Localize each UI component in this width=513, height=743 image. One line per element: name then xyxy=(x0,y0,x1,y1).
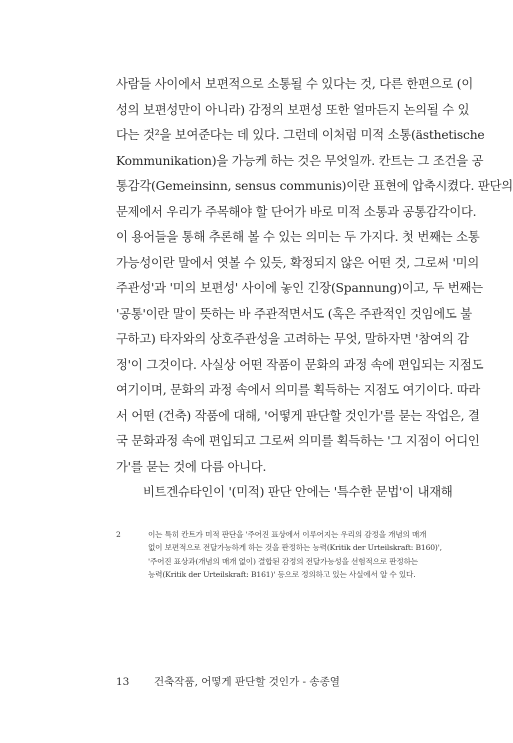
footnote-line: 없이 보편적으로 전달가능하게 하는 것을 판정하는 능력(Kritik der Urteilskraft: B160)', xyxy=(148,543,442,553)
page-number: 13 xyxy=(116,676,130,688)
running-title: 건축작품, 어떻게 판단할 것인가 - 송종열 xyxy=(154,676,340,688)
body-line: 여기이며, 문화의 과정 속에서 의미를 획득하는 지점도 여기이다. 따라 xyxy=(116,383,481,397)
body-line: '공통'이란 말이 뜻하는 바 주관적면서도 (혹은 주관적인 것임에도 불 xyxy=(116,306,472,321)
body-line: 성의 보편성만이 아니라) 감정의 보편성 또한 얼마든지 논의될 수 있 xyxy=(116,102,470,117)
body-line: 주관성'과 '미의 보편성' 사이에 놓인 긴장(Spannung)이고, 두 번째는 xyxy=(116,281,483,295)
body-line: 이 용어들을 통해 추론해 볼 수 있는 의미는 두 가지다. 첫 번째는 소통 xyxy=(116,230,480,244)
footnote-line: 이는 특히 칸트가 미적 판단을 '주어진 표상에서 이루어지는 우리의 감정을 개념의 매개 xyxy=(148,530,427,539)
footnote-number: 2 xyxy=(116,530,121,539)
footnote-line: '주어진 표상과(개념의 매개 없이) 결합된 감정의 전달가능성을 선험적으로 판정하는 xyxy=(148,556,418,566)
body-line: 가'를 묻는 것에 다름 아니다. xyxy=(116,459,267,474)
body-line: 정'이 그것이다. 사실상 어떤 작품이 문화의 과정 속에 편입되는 지점도 xyxy=(116,357,484,372)
body-line: 문제에서 우리가 주목해야 할 단어가 바로 미적 소통과 공통감각이다. xyxy=(116,204,477,219)
body-line: 서 어떤 (건축) 작품에 대해, '어떻게 판단할 것인가'를 묻는 작업은, 결 xyxy=(116,408,480,423)
paragraph-start-line: 비트겐슈타인이 '(미적) 판단 안에는 '특수한 문법'이 내재해 xyxy=(143,485,453,499)
footnote-text xyxy=(148,528,480,582)
body-line: 구하고) 타자와의 상호주관성을 고려하는 무엇, 말하자면 '참여의 감 xyxy=(116,332,469,346)
body-line: Kommunikation)을 가능케 하는 것은 무엇일까. 칸트는 그 조건을 공 xyxy=(116,153,484,168)
body-text xyxy=(116,72,513,506)
body-line: 국 문화과정 속에 편입되고 그로써 의미를 획득하는 '그 지점이 어디인 xyxy=(116,434,480,448)
footnote-line: 능력(Kritik der Urteilskraft: B161)' 등으로 정의하고 있는 사실에서 알 수 있다. xyxy=(148,570,416,580)
body-line: 다는 것²을 보여준다는 데 있다. 그런데 이처럼 미적 소통(ästhetische xyxy=(116,128,485,142)
body-line: 가능성이란 말에서 엿볼 수 있듯, 확정되지 않은 어떤 것, 그로써 '미의 xyxy=(116,255,480,270)
body-line: 사람들 사이에서 보편적으로 소통될 수 있다는 것, 다른 한편으로 (이 xyxy=(116,77,474,91)
page-footer xyxy=(116,674,340,689)
body-line: 통감각(Gemeinsinn, sensus communis)이란 표현에 압축시켰다. 판단의 xyxy=(116,179,513,193)
